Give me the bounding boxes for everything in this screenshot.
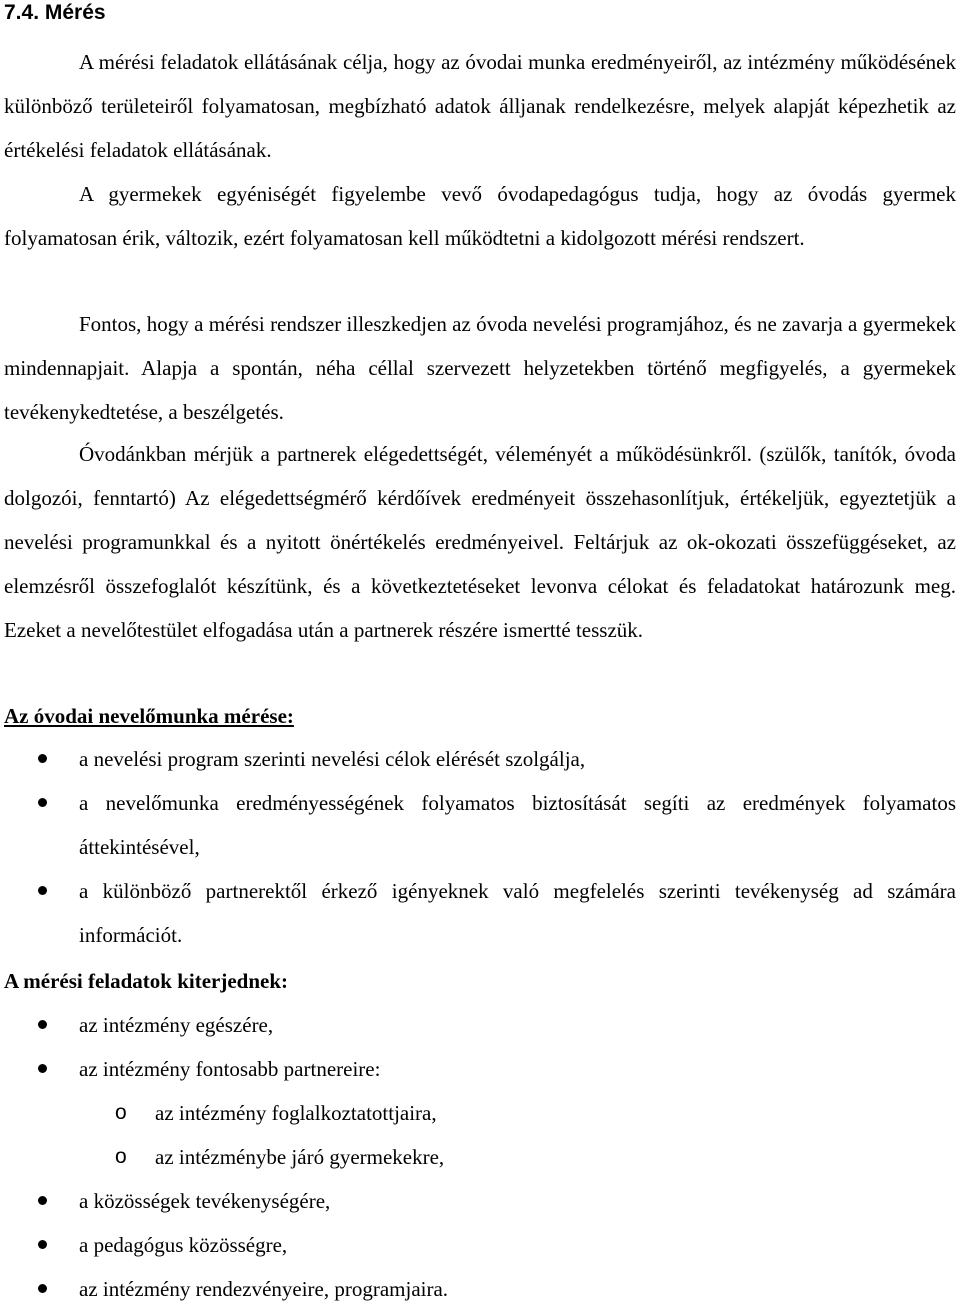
list-item (0, 737, 956, 781)
paragraph-purpose: A mérési feladatok ellátásának célja, hogy az óvodai munka eredményeiről, az intézmény működésének különböző területeiről folyamatosan, megbízható adatok álljanak rendelkezésre, melyek alapját képezhetik az értékelési feladatok ellátásának. (4, 50, 956, 162)
list-item-text: a különböző partnerektől érkező igényeknek való megfelelés szerinti tevékenység ad számára információt. (79, 879, 956, 947)
list-item (0, 1047, 956, 1091)
list-feladatok-kiterjednek (0, 1003, 956, 1311)
list-item-text: az intézmény egészére, (79, 1013, 274, 1037)
bullet-icon (38, 1284, 47, 1293)
list-item-text: az intézmény rendezvényeire, programjaira. (79, 1277, 449, 1301)
circle-bullet-icon: o (115, 1145, 127, 1168)
list-item (0, 1267, 956, 1311)
bullet-icon (38, 1196, 47, 1205)
list-item (0, 781, 956, 869)
sub-list-item (0, 1091, 956, 1135)
paragraph-partner-satisfaction: Óvodánkban mérjük a partnerek elégedettségét, véleményét a működésünkről. (szülők, tanítók, óvoda dolgozói, fenntartó) Az elégedettségmérő kérdőívek eredményeit összehasonlítjuk, értékeljük, egyeztetjük a nevelési programunkkal és a nyitott önértékelés eredményeivel. Feltárjuk az ok-okozati összefüggéseket, az elemzésről összefoglalót készítünk, és a következtetéseket levonva célokat és feladatokat határozunk meg. Ezeket a nevelőtestület elfogadása után a partnerek részére ismertté tesszük. (4, 442, 956, 642)
bullet-icon (38, 798, 47, 807)
circle-bullet-icon: o (115, 1101, 127, 1124)
sub-list-item (0, 1135, 956, 1179)
list-item-text: a közösségek tevékenységére, (79, 1189, 331, 1213)
bullet-icon (38, 1064, 47, 1073)
bullet-icon (38, 886, 47, 895)
list-item (0, 1223, 956, 1267)
paragraph-measurement-system: Fontos, hogy a mérési rendszer illeszkedjen az óvoda nevelési programjához, és ne zavarja a gyermekek mindennapjait. Alapja a spontán, néha céllal szervezett helyzetekben történő megfigyelés, a gyermekek tevékenykedtetése, a beszélgetés. (4, 312, 956, 424)
list-item-text: a nevelési program szerinti nevelési célok elérését szolgálja, (79, 747, 586, 771)
paragraph-child-development: A gyermekek egyéniségét figyelembe vevő óvodapedagógus tudja, hogy az óvodás gyermek folyamatosan érik, változik, ezért folyamatosan kell működtetni a kidolgozott mérési rendszert. (4, 182, 956, 250)
list-item (0, 1179, 956, 1223)
list-item-text: a nevelőmunka eredményességének folyamatos biztosítását segíti az eredmények folyamatos áttekintésével, (79, 791, 956, 859)
subheading-feladatok-kiterjednek: A mérési feladatok kiterjednek: (4, 969, 289, 993)
bullet-icon (38, 1020, 47, 1029)
list-item-text: az intézmény fontosabb partnereire: (79, 1057, 381, 1081)
list-item (0, 1003, 956, 1047)
bullet-icon (38, 1240, 47, 1249)
bullet-icon (38, 754, 47, 763)
list-item-text: a pedagógus közösségre, (79, 1233, 288, 1257)
list-nevelomunka-merese (0, 737, 956, 957)
list-item (0, 869, 956, 957)
section-heading: 7.4. Mérés (4, 1, 106, 24)
subheading-nevelomunka-merese: Az óvodai nevelőmunka mérése: (4, 704, 294, 728)
list-item-text: az intézmény foglalkoztatottjaira, (155, 1101, 437, 1125)
list-item-text: az intézménybe járó gyermekekre, (155, 1145, 445, 1169)
